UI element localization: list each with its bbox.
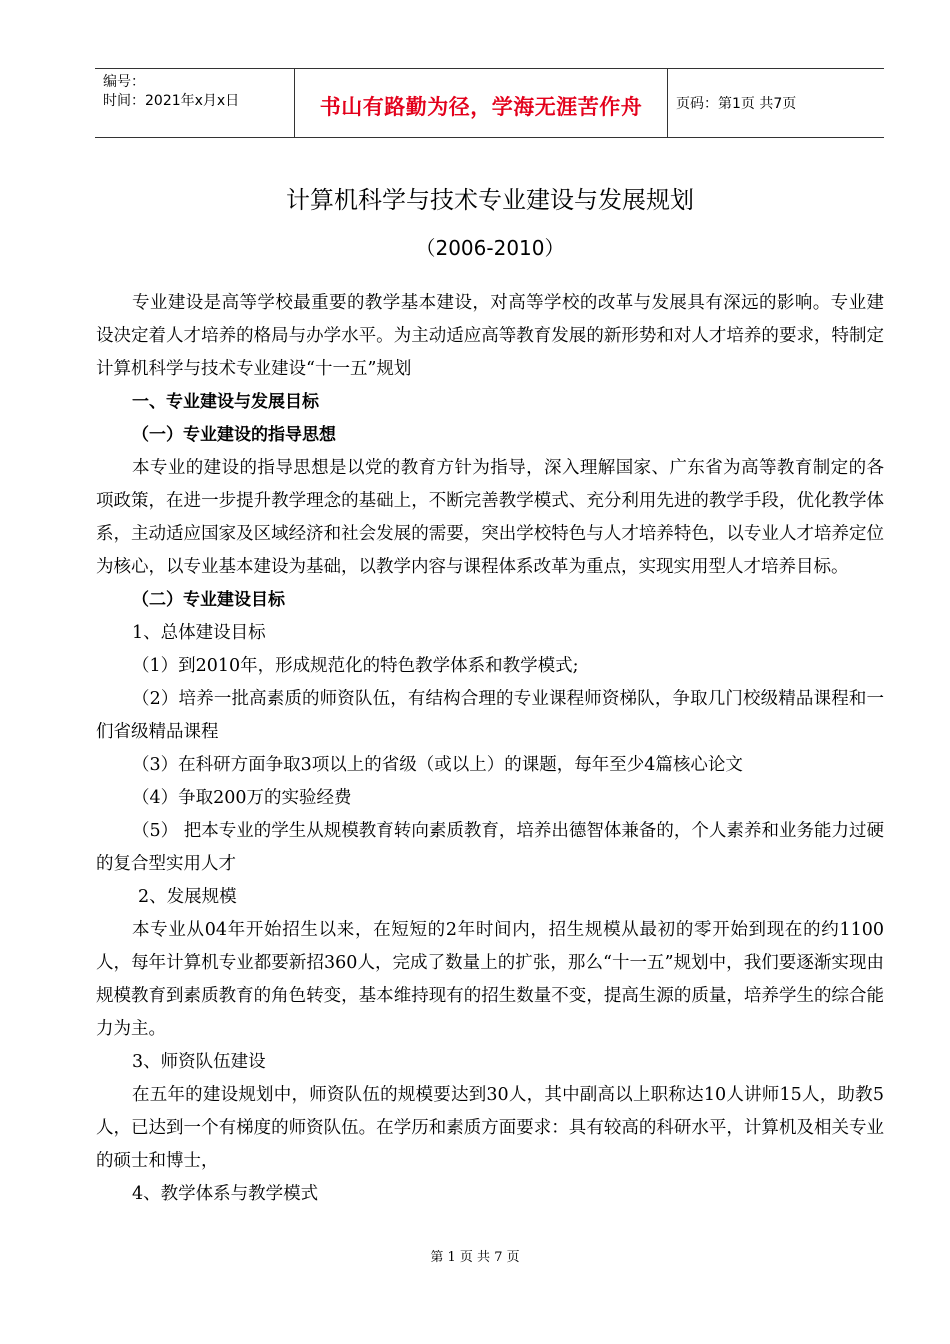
list-item: （1）到2010年，形成规范化的特色教学体系和教学模式;	[132, 656, 579, 676]
body-paragraph: 在五年的建设规划中，师资队伍的规模要达到30人，其中副高以上职称达10人讲师15人，助教5人，已达到一个有梯度的师资队伍。在学历和素质方面要求：具有较高的科研水平，计算机及相关专业的硕士和博士，	[96, 1085, 884, 1171]
item-heading: 4、教学体系与教学模式	[132, 1184, 319, 1204]
document-number-label: 编号：	[103, 74, 145, 90]
header-page-cell	[668, 69, 884, 137]
list-item: （4）争取200万的实验经费	[132, 788, 352, 808]
item-heading: 3、师资队伍建设	[132, 1052, 266, 1072]
document-header-table	[95, 68, 884, 138]
item-heading: 1、总体建设目标	[132, 623, 266, 643]
document-subtitle-years: （2006-2010）	[415, 236, 565, 260]
subsection-heading: （二）专业建设目标	[132, 590, 285, 610]
page-footer: 第 1 页 共 7 页	[430, 1250, 520, 1265]
document-title: 计算机科学与技术专业建设与发展规划	[286, 186, 694, 214]
subsection-heading: （一）专业建设的指导思想	[132, 425, 336, 445]
list-item: （2）培养一批高素质的师资队伍，有结构合理的专业课程师资梯队，争取几门校级精品课程和一们省级精品课程	[96, 689, 884, 742]
document-body	[96, 287, 884, 1211]
body-paragraph: 本专业的建设的指导思想是以党的教育方针为指导，深入理解国家、广东省为高等教育制定的各项政策，在进一步提升教学理念的基础上，不断完善教学模式、充分利用先进的教学手段，优化教学体系，主动适应国家及区域经济和社会发展的需要，突出学校特色与人才培养特色，以专业人才培养定位为核心，以专业基本建设为基础，以教学内容与课程体系改革为重点，实现实用型人才培养目标。	[96, 458, 884, 577]
section-heading: 一、专业建设与发展目标	[132, 392, 319, 412]
intro-paragraph: 专业建设是高等学校最重要的教学基本建设，对高等学校的改革与发展具有深远的影响。专业建设决定着人才培养的格局与办学水平。为主动适应高等教育发展的新形势和对人才培养的要求，特制定计算机科学与技术专业建设“十一五”规划	[96, 293, 884, 379]
body-paragraph: 本专业从04年开始招生以来，在短短的2年时间内，招生规模从最初的零开始到现在的约1100人，每年计算机专业都要新招360人，完成了数量上的扩张，那么“十一五”规划中，我们要逐渐实现由规模教育到素质教育的角色转变，基本维持现有的招生数量不变，提高生源的质量，培养学生的综合能力为主。	[96, 920, 884, 1039]
list-item: （3）在科研方面争取3项以上的省级（或以上）的课题，每年至少4篇核心论文	[132, 755, 743, 775]
item-heading: 2、发展规模	[138, 887, 237, 907]
list-item: （5） 把本专业的学生从规模教育转向素质教育，培养出德智体兼备的，个人素养和业务能力过硬的复合型实用人才	[96, 821, 884, 874]
header-info-cell	[95, 69, 295, 137]
header-motto: 书山有路勤为径，学海无涯苦作舟	[319, 95, 643, 119]
header-page-number: 页码：第1页 共7页	[676, 96, 797, 112]
header-motto-cell	[295, 69, 668, 137]
document-time-label: 时间：2021年x月x日	[103, 93, 240, 109]
